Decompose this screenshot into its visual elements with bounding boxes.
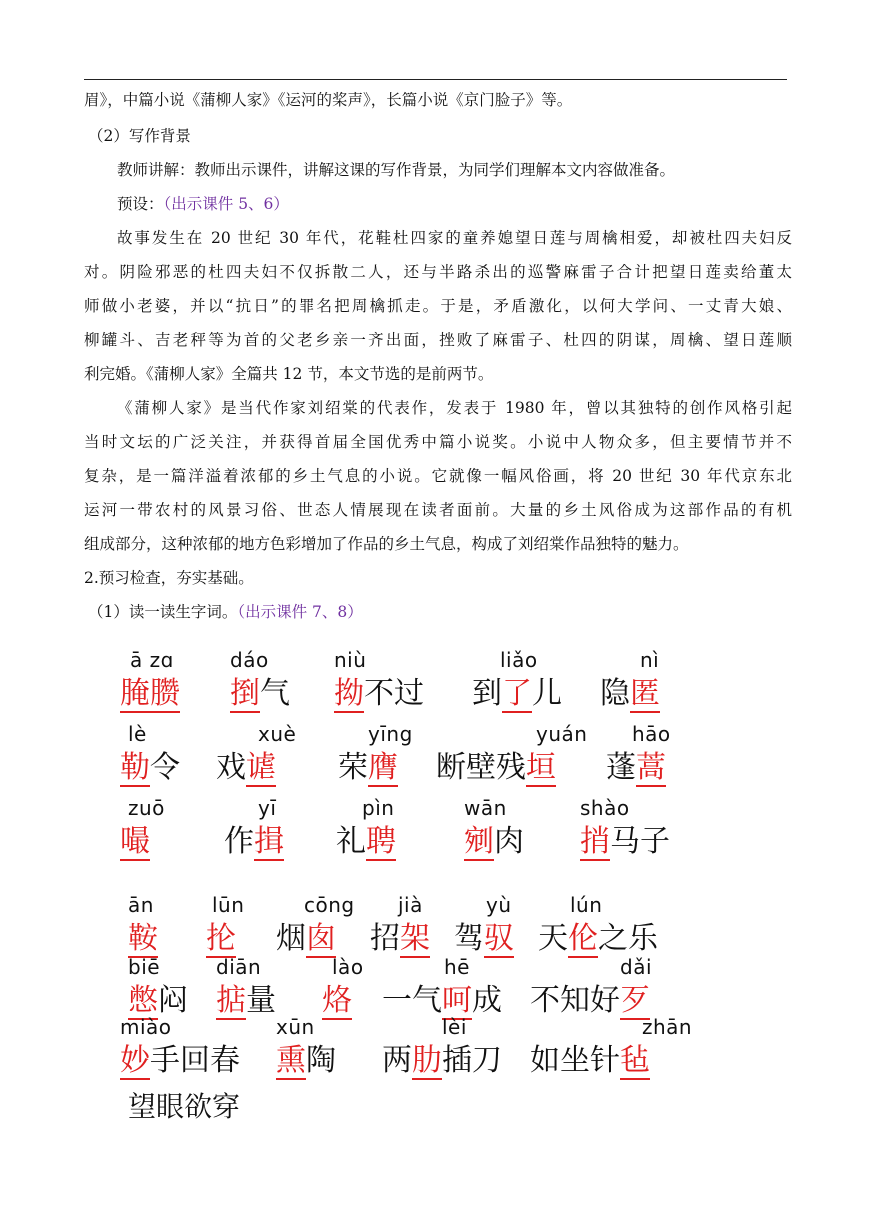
hanzi-plain: 如坐针 — [530, 1043, 620, 1078]
hanzi-plain: 作 — [224, 824, 254, 859]
hanzi — [128, 921, 158, 957]
pinyin: zhān — [642, 1015, 693, 1039]
pinyin: nì — [640, 648, 660, 672]
subsection-line — [88, 602, 796, 622]
hanzi-target: 肋 — [412, 1043, 442, 1078]
hanzi — [464, 824, 524, 860]
header-rule — [84, 79, 787, 80]
paragraph-line: 师做小老婆，并以“抗日”的罪名把周檎抓走。于是，矛盾激化，以何大学问、一丈青大娘、 — [84, 297, 792, 315]
hanzi-plain: 之乐 — [598, 921, 658, 956]
hanzi-target: 伦 — [568, 921, 598, 956]
hanzi-target: 掂 — [216, 983, 246, 1018]
hanzi-plain: 手回春 — [150, 1043, 240, 1078]
hanzi-plain: 肉 — [494, 824, 524, 859]
hanzi-target: 驭 — [484, 921, 514, 956]
pinyin: lè — [128, 722, 147, 746]
hanzi-target: 捎 — [580, 824, 610, 859]
hanzi — [206, 921, 236, 957]
paragraph-line: 对。阴险邪恶的杜四夫妇不仅拆散二人，还与半路杀出的巡警麻雷子合计把望日莲卖给董太 — [84, 263, 792, 281]
hanzi — [382, 983, 502, 1019]
hanzi-plain: 成 — [472, 983, 502, 1018]
hanzi — [224, 824, 284, 860]
hanzi-plain: 隐 — [600, 676, 630, 711]
hanzi — [382, 1043, 502, 1079]
hanzi-plain: 到 — [472, 676, 502, 711]
pinyin: yī — [258, 796, 277, 820]
pinyin: ān — [128, 893, 154, 917]
pinyin: hē — [444, 955, 470, 979]
hanzi-plain: 招 — [370, 921, 400, 956]
hanzi — [276, 921, 336, 957]
hanzi — [216, 750, 276, 786]
pinyin: shào — [580, 796, 630, 820]
hanzi — [120, 824, 150, 860]
paragraph-line: 故事发生在 20 世纪 30 年代，花鞋杜四家的童养媳望日莲与周檎相爱，却被杜四夫妇反 — [117, 229, 792, 247]
hanzi — [120, 676, 180, 712]
hanzi-plain: 天 — [538, 921, 568, 956]
hanzi-target: 毡 — [620, 1043, 650, 1078]
vocab-word-last: 望眼欲穿 — [128, 1090, 241, 1123]
hanzi-plain: 插刀 — [442, 1043, 502, 1078]
hanzi-plain: 蓬 — [606, 750, 636, 785]
slide-ref: （出示课件 7、8） — [237, 603, 363, 621]
hanzi — [322, 983, 352, 1019]
hanzi — [338, 750, 398, 786]
hanzi-target: 抡 — [206, 921, 236, 956]
hanzi-plain: 礼 — [336, 824, 366, 859]
hanzi-target: 腌臜 — [120, 676, 180, 711]
hanzi-target: 揖 — [254, 824, 284, 859]
hanzi — [436, 750, 556, 786]
hanzi-plain: 闷 — [158, 983, 188, 1018]
hanzi — [454, 921, 514, 957]
hanzi-plain: 两 — [382, 1043, 412, 1078]
pinyin: niù — [334, 648, 367, 672]
hanzi — [230, 676, 290, 712]
preset-line — [117, 194, 792, 214]
hanzi-plain: 荣 — [338, 750, 368, 785]
hanzi-target: 了 — [502, 676, 532, 711]
hanzi-target: 拗 — [334, 676, 364, 711]
paragraph-line: 复杂，是一篇洋溢着浓郁的乡土气息的小说。它就像一幅风俗画，将 20 世纪 30 年代京东北 — [84, 467, 792, 485]
hanzi-plain: 烟 — [276, 921, 306, 956]
hanzi-plain: 量 — [246, 983, 276, 1018]
pinyin: lèi — [442, 1015, 467, 1039]
paragraph-line: 运河一带农村的风景习俗、世态人情展现在读者面前。大量的乡土风俗成为这部作品的有机 — [84, 501, 792, 519]
hanzi — [276, 1043, 336, 1079]
pinyin: miào — [120, 1015, 172, 1039]
hanzi-target: 聘 — [366, 824, 396, 859]
hanzi-target: 嘬 — [120, 824, 150, 859]
paragraph-line: 《蒲柳人家》是当代作家刘绍棠的代表作，发表于 1980 年，曾以其独特的创作风格引起 — [117, 399, 792, 417]
hanzi — [472, 676, 562, 712]
hanzi-plain: 一气 — [382, 983, 442, 1018]
hanzi — [216, 983, 276, 1019]
paragraph-line: 组成部分，这种浓郁的地方色彩增加了作品的乡土气息，构成了刘绍棠作品独特的魅力。 — [84, 535, 689, 553]
hanzi-target: 囱 — [306, 921, 336, 956]
paragraph-line: 教师讲解：教师出示课件，讲解这课的写作背景，为同学们理解本文内容做准备。 — [117, 161, 676, 179]
pinyin: yù — [486, 893, 512, 917]
pinyin: lūn — [212, 893, 245, 917]
section-heading: （2）写作背景 — [88, 127, 191, 145]
hanzi-plain: 驾 — [454, 921, 484, 956]
hanzi-target: 鞍 — [128, 921, 158, 956]
paragraph-line: 眉》，中篇小说《蒲柳人家》《运河的桨声》，长篇小说《京门脸子》等。 — [84, 91, 573, 109]
hanzi-target: 呵 — [442, 983, 472, 1018]
hanzi-target: 剜 — [464, 824, 494, 859]
paragraph-line: 利完婚。《蒲柳人家》全篇共 12 节，本文节选的是前两节。 — [84, 365, 494, 383]
paragraph-line: 当时文坛的广泛关注，并获得首届全国优秀中篇小说奖。小说中人物众多，但主要情节并不 — [84, 433, 792, 451]
hanzi-target: 憋 — [128, 983, 158, 1018]
hanzi — [580, 824, 670, 860]
pinyin: jià — [398, 893, 423, 917]
pinyin: xūn — [276, 1015, 315, 1039]
pinyin: zuō — [128, 796, 165, 820]
hanzi — [538, 921, 658, 957]
hanzi-plain: 陶 — [306, 1043, 336, 1078]
section-heading: 2.预习检查，夯实基础。 — [84, 569, 254, 587]
pinyin: diān — [216, 955, 262, 979]
hanzi-plain: 断壁残 — [436, 750, 526, 785]
hanzi-target: 谑 — [246, 750, 276, 785]
hanzi-target: 捯 — [230, 676, 260, 711]
hanzi — [120, 750, 180, 786]
hanzi — [120, 1043, 240, 1079]
pinyin: dáo — [230, 648, 269, 672]
hanzi — [530, 1043, 650, 1079]
hanzi-target: 烙 — [322, 983, 352, 1018]
hanzi-target: 勒 — [120, 750, 150, 785]
hanzi — [606, 750, 666, 786]
pinyin: yīng — [368, 722, 413, 746]
hanzi — [600, 676, 660, 712]
hanzi — [336, 824, 396, 860]
paragraph-line: 柳罐斗、吉老秤等为首的父老乡亲一齐出面，挫败了麻雷子、杜四的阴谋，周檎、望日莲顺 — [84, 331, 792, 349]
pinyin: xuè — [258, 722, 297, 746]
subsection-label: （1）读一读生字词。 — [88, 603, 238, 621]
hanzi-target: 蒿 — [636, 750, 666, 785]
pinyin: dǎi — [620, 955, 653, 979]
hanzi-target: 熏 — [276, 1043, 306, 1078]
hanzi-target: 膺 — [368, 750, 398, 785]
hanzi-plain: 气 — [260, 676, 290, 711]
pinyin: wān — [464, 796, 507, 820]
pinyin: yuán — [536, 722, 588, 746]
pinyin: pìn — [362, 796, 395, 820]
pinyin: hāo — [632, 722, 671, 746]
hanzi — [530, 983, 650, 1019]
slide-ref: （出示课件 5、6） — [163, 195, 289, 213]
hanzi-plain: 令 — [150, 750, 180, 785]
pinyin: liǎo — [500, 648, 538, 672]
hanzi-plain: 儿 — [532, 676, 562, 711]
hanzi-target: 垣 — [526, 750, 556, 785]
pinyin: lún — [570, 893, 603, 917]
pinyin: ā zɑ — [130, 648, 174, 672]
pinyin: biē — [128, 955, 161, 979]
hanzi-plain: 马子 — [610, 824, 670, 859]
hanzi — [334, 676, 424, 712]
hanzi — [370, 921, 430, 957]
hanzi — [128, 983, 188, 1019]
hanzi-target: 歹 — [620, 983, 650, 1018]
hanzi-plain: 不知好 — [530, 983, 620, 1018]
hanzi-plain: 戏 — [216, 750, 246, 785]
hanzi-target: 架 — [400, 921, 430, 956]
hanzi-plain: 不过 — [364, 676, 424, 711]
hanzi-target: 匿 — [630, 676, 660, 711]
pinyin: cōng — [304, 893, 355, 917]
hanzi-target: 妙 — [120, 1043, 150, 1078]
preset-label: 预设： — [117, 195, 164, 213]
pinyin: lào — [332, 955, 364, 979]
